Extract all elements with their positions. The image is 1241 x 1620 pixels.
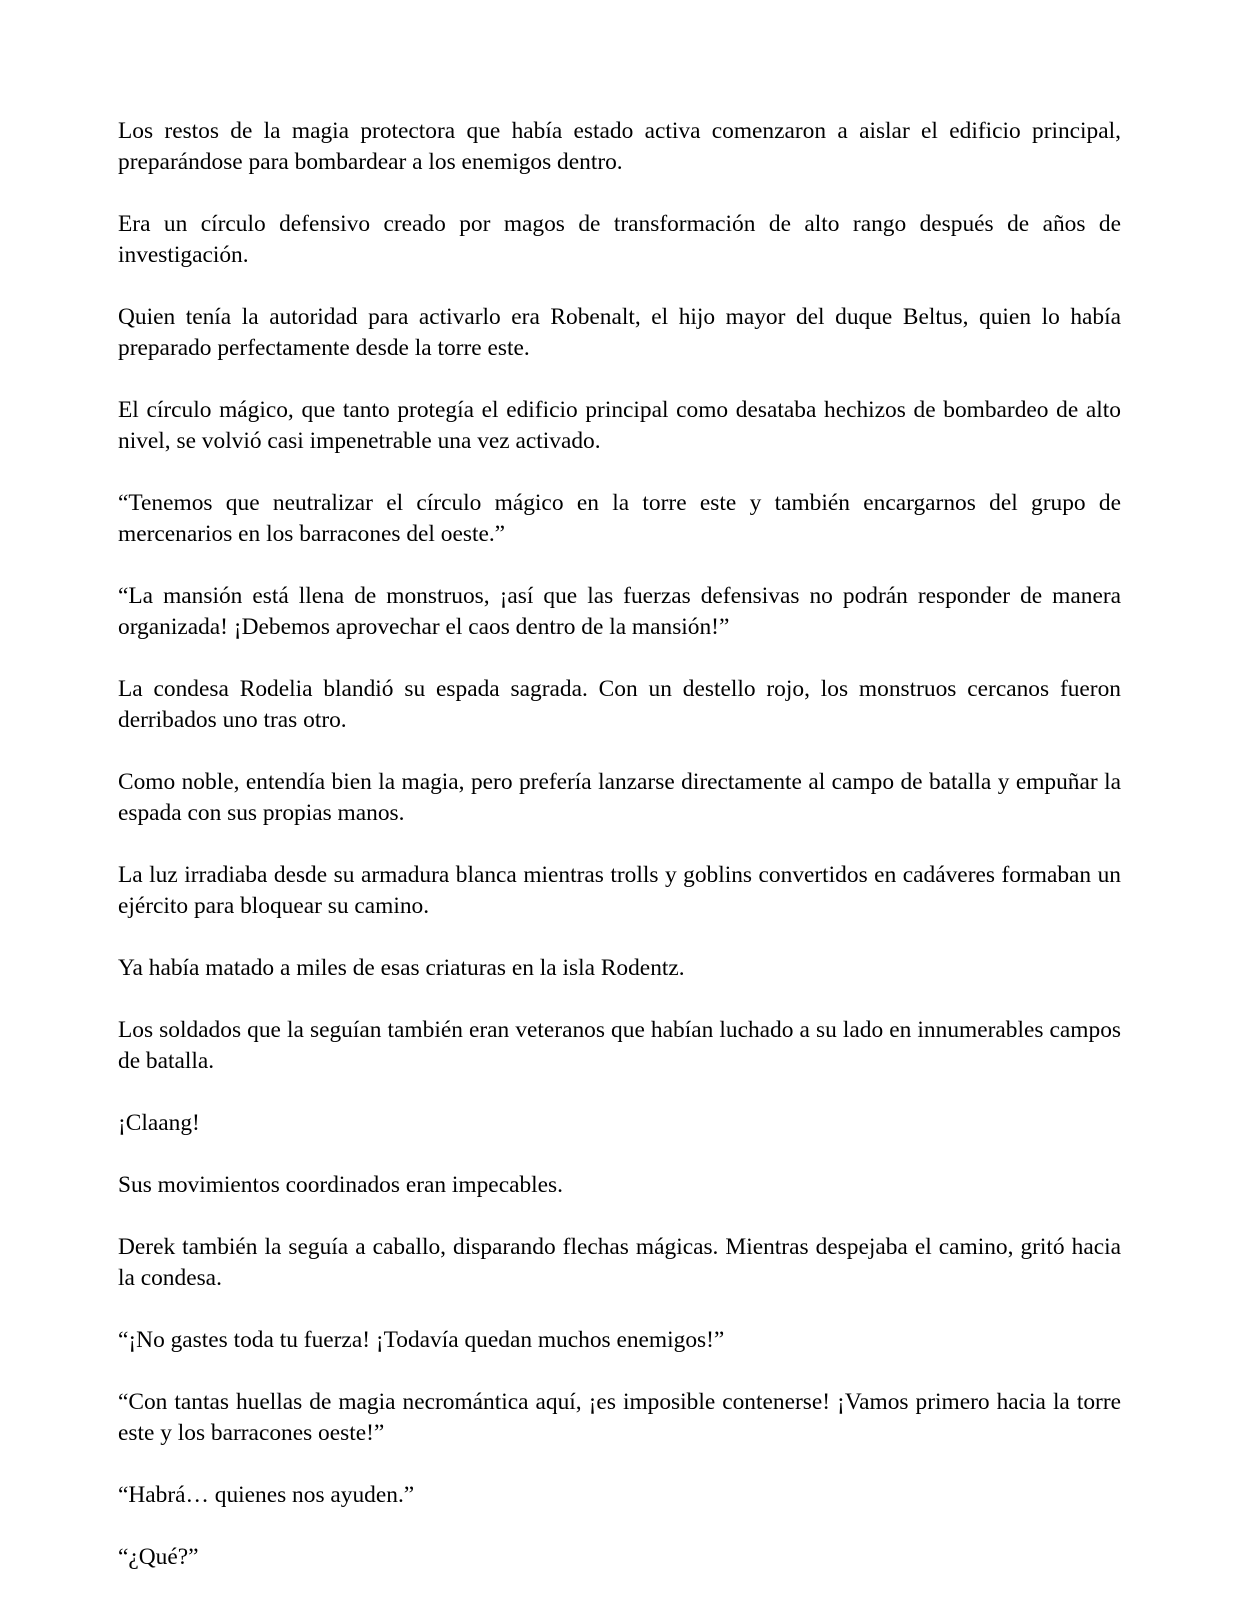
- paragraph-9: La luz irradiaba desde su armadura blanca mientras trolls y goblins convertidos en cadáveres formaban un ejército para bloquear su camino.: [118, 862, 1121, 919]
- paragraph-6: “La mansión está llena de monstruos, ¡así que las fuerzas defensivas no podrán responder de manera organizada! ¡Debemos aprovechar el caos dentro de la mansión!”: [118, 583, 1121, 640]
- paragraph-18: “¿Qué?”: [118, 1544, 199, 1570]
- paragraph-8: Como noble, entendía bien la magia, pero prefería lanzarse directamente al campo de batalla y empuñar la espada con sus propias manos.: [118, 769, 1121, 826]
- paragraph-3: Quien tenía la autoridad para activarlo era Robenalt, el hijo mayor del duque Beltus, quien lo había preparado perfectamente desde la torre este.: [118, 304, 1121, 361]
- paragraph-7: La condesa Rodelia blandió su espada sagrada. Con un destello rojo, los monstruos cercanos fueron derribados uno tras otro.: [118, 676, 1121, 733]
- paragraph-12: ¡Claang!: [118, 1110, 200, 1136]
- paragraph-15: “¡No gastes toda tu fuerza! ¡Todavía quedan muchos enemigos!”: [118, 1327, 725, 1353]
- paragraph-13: Sus movimientos coordinados eran impecables.: [118, 1172, 563, 1198]
- paragraph-16: “Con tantas huellas de magia necromántica aquí, ¡es imposible contenerse! ¡Vamos primero hacia la torre este y los barracones oeste!”: [118, 1389, 1121, 1446]
- paragraph-14: Derek también la seguía a caballo, disparando flechas mágicas. Mientras despejaba el camino, gritó hacia la condesa.: [118, 1234, 1121, 1291]
- paragraph-5: “Tenemos que neutralizar el círculo mágico en la torre este y también encargarnos del grupo de mercenarios en los barracones del oeste.”: [118, 490, 1121, 547]
- paragraph-17: “Habrá… quienes nos ayuden.”: [118, 1482, 415, 1508]
- paragraph-4: El círculo mágico, que tanto protegía el edificio principal como desataba hechizos de bombardeo de alto nivel, se volvió casi impenetrable una vez activado.: [118, 397, 1121, 454]
- document-body: [118, 116, 1121, 1604]
- paragraph-10: Ya había matado a miles de esas criaturas en la isla Rodentz.: [118, 955, 685, 981]
- paragraph-2: Era un círculo defensivo creado por magos de transformación de alto rango después de años de investigación.: [118, 211, 1121, 268]
- paragraph-11: Los soldados que la seguían también eran veteranos que habían luchado a su lado en innumerables campos de batalla.: [118, 1017, 1121, 1074]
- paragraph-1: Los restos de la magia protectora que había estado activa comenzaron a aislar el edificio principal, preparándose para bombardear a los enemigos dentro.: [118, 118, 1121, 175]
